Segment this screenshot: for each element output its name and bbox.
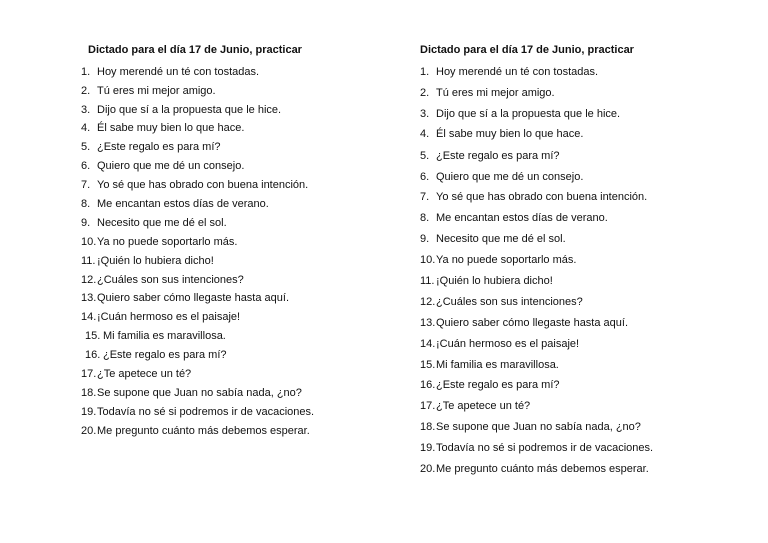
item-number: 8.	[420, 212, 430, 224]
item-number: 1.	[420, 66, 430, 78]
item-text: Mi familia es maravillosa.	[103, 330, 226, 342]
item-number: 4.	[420, 128, 430, 140]
item-text: Mi familia es maravillosa.	[436, 359, 559, 371]
item-text: Me pregunto cuánto más debemos esperar.	[436, 463, 649, 475]
item-text: Yo sé que has obrado con buena intención.	[97, 179, 309, 191]
item-number: 4.	[81, 122, 91, 134]
item-number: 7.	[420, 191, 430, 203]
item-number: 3.	[420, 108, 430, 120]
item-number: 14.	[420, 338, 436, 350]
item-text: ¿Cuáles son sus intenciones?	[97, 274, 244, 286]
item-number: 12.	[81, 274, 97, 286]
item-number: 8.	[81, 198, 91, 210]
item-text: ¿Te apetece un té?	[436, 400, 531, 412]
right-dictation-title: Dictado para el día 17 de Junio, practicar	[420, 44, 634, 56]
item-text: Yo sé que has obrado con buena intención.	[436, 191, 648, 203]
item-number: 17.	[420, 400, 436, 412]
item-number: 1.	[81, 66, 91, 78]
item-text: ¡Quién lo hubiera dicho!	[436, 275, 553, 287]
item-text: ¿Te apetece un té?	[97, 368, 192, 380]
item-text: ¿Cuáles son sus intenciones?	[436, 296, 583, 308]
item-number: 20.	[420, 463, 436, 475]
item-number: 16.	[420, 379, 436, 391]
item-number: 19.	[420, 442, 436, 454]
item-number: 13.	[420, 317, 436, 329]
item-text: Quiero saber cómo llegaste hasta aquí.	[97, 292, 290, 304]
item-number: 5.	[81, 141, 91, 153]
item-number: 3.	[81, 104, 91, 116]
item-text: Se supone que Juan no sabía nada, ¿no?	[436, 421, 641, 433]
item-number: 9.	[420, 233, 430, 245]
item-text: Me encantan estos días de verano.	[436, 212, 608, 224]
item-text: Me pregunto cuánto más debemos esperar.	[97, 425, 310, 437]
item-text: Dijo que sí a la propuesta que le hice.	[436, 108, 621, 120]
item-text: Hoy merendé un té con tostadas.	[436, 66, 599, 78]
item-number: 6.	[81, 160, 91, 172]
item-number: 15.	[85, 330, 101, 342]
item-text: ¿Este regalo es para mí?	[103, 349, 227, 361]
item-number: 17.	[81, 368, 97, 380]
item-text: Todavía no sé si podremos ir de vacaciones.	[436, 442, 654, 454]
item-text: ¡Cuán hermoso es el paisaje!	[436, 338, 580, 350]
item-text: Necesito que me dé el sol.	[97, 217, 227, 229]
item-number: 15.	[420, 359, 436, 371]
item-text: ¿Este regalo es para mí?	[97, 141, 221, 153]
item-text: Dijo que sí a la propuesta que le hice.	[97, 104, 282, 116]
item-number: 11.	[81, 255, 96, 267]
item-text: Todavía no sé si podremos ir de vacaciones.	[97, 406, 315, 418]
item-text: Quiero que me dé un consejo.	[436, 171, 584, 183]
item-text: Quiero saber cómo llegaste hasta aquí.	[436, 317, 629, 329]
item-text: Quiero que me dé un consejo.	[97, 160, 245, 172]
item-number: 19.	[81, 406, 97, 418]
item-number: 18.	[420, 421, 436, 433]
item-number: 16.	[85, 349, 101, 361]
item-text: Se supone que Juan no sabía nada, ¿no?	[97, 387, 302, 399]
left-dictation-title: Dictado para el día 17 de Junio, practicar	[88, 44, 302, 56]
item-number: 10.	[420, 254, 436, 266]
item-number: 2.	[81, 85, 91, 97]
item-text: Él sabe muy bien lo que hace.	[97, 122, 245, 134]
item-number: 20.	[81, 425, 97, 437]
item-text: ¡Cuán hermoso es el paisaje!	[97, 311, 241, 323]
item-number: 14.	[81, 311, 97, 323]
item-text: Él sabe muy bien lo que hace.	[436, 128, 584, 140]
item-text: ¡Quién lo hubiera dicho!	[97, 255, 214, 267]
item-text: Me encantan estos días de verano.	[97, 198, 269, 210]
item-number: 2.	[420, 87, 430, 99]
item-number: 13.	[81, 292, 97, 304]
item-number: 7.	[81, 179, 91, 191]
item-number: 18.	[81, 387, 97, 399]
item-number: 9.	[81, 217, 91, 229]
item-text: Necesito que me dé el sol.	[436, 233, 566, 245]
item-number: 10.	[81, 236, 97, 248]
item-text: ¿Este regalo es para mí?	[436, 150, 560, 162]
item-text: Tú eres mi mejor amigo.	[97, 85, 216, 97]
item-text: ¿Este regalo es para mí?	[436, 379, 560, 391]
item-text: Ya no puede soportarlo más.	[436, 254, 577, 266]
item-text: Ya no puede soportarlo más.	[97, 236, 238, 248]
item-number: 11.	[420, 275, 435, 287]
item-number: 6.	[420, 171, 430, 183]
item-text: Hoy merendé un té con tostadas.	[97, 66, 260, 78]
item-number: 12.	[420, 296, 436, 308]
item-number: 5.	[420, 150, 430, 162]
item-text: Tú eres mi mejor amigo.	[436, 87, 555, 99]
